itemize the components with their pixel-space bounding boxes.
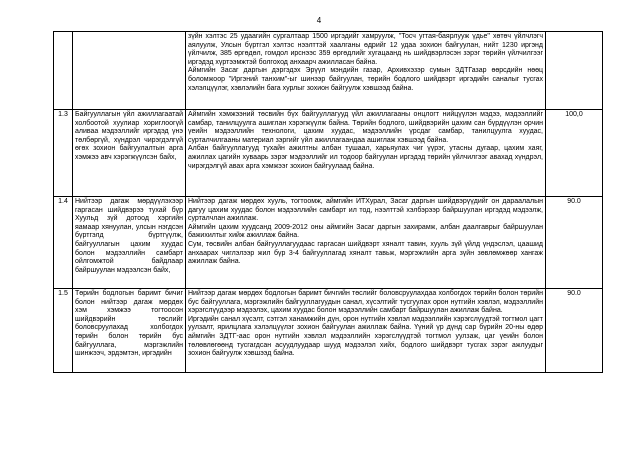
assessment-paragraph: Аймгийн Засаг даргын дэргэдэх Эрүүл мэндийн газар, Архивхэзэр сумын ЗДТГазар өөрсдийн нөөц боломжоор "Иргэний танхим"-ыг шинээр байгуулан, төрийн бодлого шийдвэрт иргэдийн саналыг тусгах хэлэлцүүлэг, хэвлэлийн бага хурлыг зохион байгуулж хэвшээд байна. (188, 67, 543, 92)
score-cell: 90.0 (546, 289, 603, 373)
assessment-paragraph: Иргэдийн санал хүсэлт, сэтгэл ханамжийн дүн, орон нутгийн хэвлэл мэдээллийн хэрэгслүүдтэй тогтмол цагт уулзалт, ярилцлага хэлэлцүүлэг зохион байгуулан ажиллаж байна. Үүний үр дүнд сар бүрийн 20-ны өдөр аймгийн ЗДТГ-аас орон нутгийн хэвлэл мэдээллийн хэрэгслүүдтэй тогтмол уулзаж, цаг үеийн болон төлөвлөгөөнд тусгагдсан асуудлуудаар шууд мэдээлэл хийх, бодлого шийдвэрт тусгах зэрэг ажлуудыг зохион байгуулж хэвшээд байна. (188, 315, 543, 358)
assessment-paragraph: зүйн хэлтэс 25 удаагийн сургалтаар 1500 иргэдийг хамруулж, "Тосч угтая-баярлууж үдье" хөтөч үйлчлэгч аялуулж, Улсын бүртгэл хэлтэс нээлттэй хаалганы өдрийг 12 удаа зохион байгуулан, нийт 1230 иргэнд үйлчилж, 385 өргөдөл, гомдол ирснээс 359 өргөдлийг хугацаанд нь шийдвэрлэсэн зэрэг төрийн үйлчилгээг иргэдэд хүртээмжтэй болгоход анхаарч ажилласан байна. (188, 33, 543, 66)
table-row (54, 289, 603, 373)
row-number-cell: 1.4 (54, 197, 73, 289)
row-number-cell: 1.5 (54, 289, 73, 373)
assessment-paragraph: Аймгийн хэмжээний төсвийн бүх байгууллагууд үйл ажиллагааны онцлогт нийцүүлэн мэдээ, мэдээллийг самбар, танилцуулга ашиглан хэрэгжүүлж байна. Төрийн бодлого, шийдвэрийн цахим сан бүрдүүлэн орчин үеийн мэдээллийн технологи, цахим хуудас, мэдээллийн үрсдаг самбар, танилцуулга хуудас, сурталчилгааны материал зэргийг үйл ажиллагаандаа ашиглаж хэвшээд байна. (188, 111, 543, 144)
assessment-cell (186, 289, 546, 373)
page-number: 4 (316, 16, 322, 25)
score-cell: 100,0 (546, 110, 603, 197)
table-row (54, 197, 603, 289)
assessment-paragraph: Нийтээр дагаж мөрдөх бодлогын баримт бичгийн төслийг боловсруулахдаа холбогдох төрийн болон төрийн бус байгууллага, мэргэжлийн байгууллагуудын санал, хүсэлтийг тусгуулах орон нутгийн хэвлэл, мэдээллийн хэрэгслүүдээр мэдээлэх, цахим хуудас болон мэдээллийн самбарт байршуулан ажиллаж байна. (188, 290, 543, 315)
assessment-paragraph: Аймгийн цахим хуудсанд 2009-2012 оны аймгийн Засаг даргын захирамж, албан даалгаврыг байршуулан бажихилтыг хийж ажиллаж байна. (188, 223, 543, 240)
assessment-paragraph: Нийтээр дагаж мөрдөх хууль, тогтоомж, аймгийн ИТХурал, Засаг даргын шийдвэрүүдийг он дараалалын дагуу цахим хуудас болон мэдээллийн самбарт ил тод, нээлттэй хэлбэрээр байршуулан иргэдэд мэдээлж, сурталчлан ажиллаж. (188, 198, 543, 223)
evaluation-table (53, 31, 603, 373)
assessment-cell (186, 197, 546, 289)
table-row (54, 32, 603, 110)
assessment-paragraph: Албан байгууллагууд тухайн ажилтны албан тушаал, харьяулах чиг үүрэг, утасны дугаар, цахим хаяг, ажиллах цагийн хуваарь зэрэг мэдээллийг ил тодоор байгуулан иргэдэд төрийн үйлчилгээг авахад хүндрэл, чирэгдэлгүй авах арга хэмжээг зохион байгуулаад байна. (188, 145, 543, 170)
row-number-cell: 1.3 (54, 110, 73, 197)
assessment-cell (186, 110, 546, 197)
criterion-cell: Байгууллагын үйл ажиллагаатай холбоотой хуулиар хориглоогүй аливаа мэдээллийг иргэдэд үнэ төлбөргүй, хүндрэл чирэгдэлгүй өгөх зохион байгуулалтын арга хэмжээ авч хэрэгжүүлсэн байх, (73, 110, 186, 197)
score-cell: 90.0 (546, 197, 603, 289)
assessment-paragraph: Сум, төсвийн албан байгууллагуудаас гаргасан шийдвэрт хяналт тавин, хууль зүй үйлд үндэслэл, цаашид анхаарах чиглэлээр жил бүр 3-4 байгууллагад хяналт тавьж, мэргэжлийн арга зүйн зөвлөмжөөр хангаж ажиллаж байна. (188, 240, 543, 266)
score-cell (546, 32, 603, 110)
criterion-cell: Төрийн бодлогын баримт бичиг болон нийтээр дагаж мөрдөх хэм хэмжээ тогтоосон шийдвэрийн төслийг боловсруулахад холбогдох төрийн болон төрийн бус байгууллага, мэргэжлийн шинжээч, эрдэмтэн, иргэдийн (73, 289, 186, 373)
table-row (54, 110, 603, 197)
criterion-cell: Нийтээр дагаж мөрдүүлэхээр гаргасан шийдвэрээ тухай бүр Хуульд зүй дотоод хэргийн яамаар хянуулан, улсын нэгдсэн бүртгэлд бүртгүүлж, байгууллагын цахим хуудас болон мэдээллийн самбарт ойлгомжтой байдлаар байршуулан мэдээлсэн байх, (73, 197, 186, 289)
criterion-cell (73, 32, 186, 110)
row-number-cell (54, 32, 73, 110)
assessment-cell (186, 32, 546, 110)
